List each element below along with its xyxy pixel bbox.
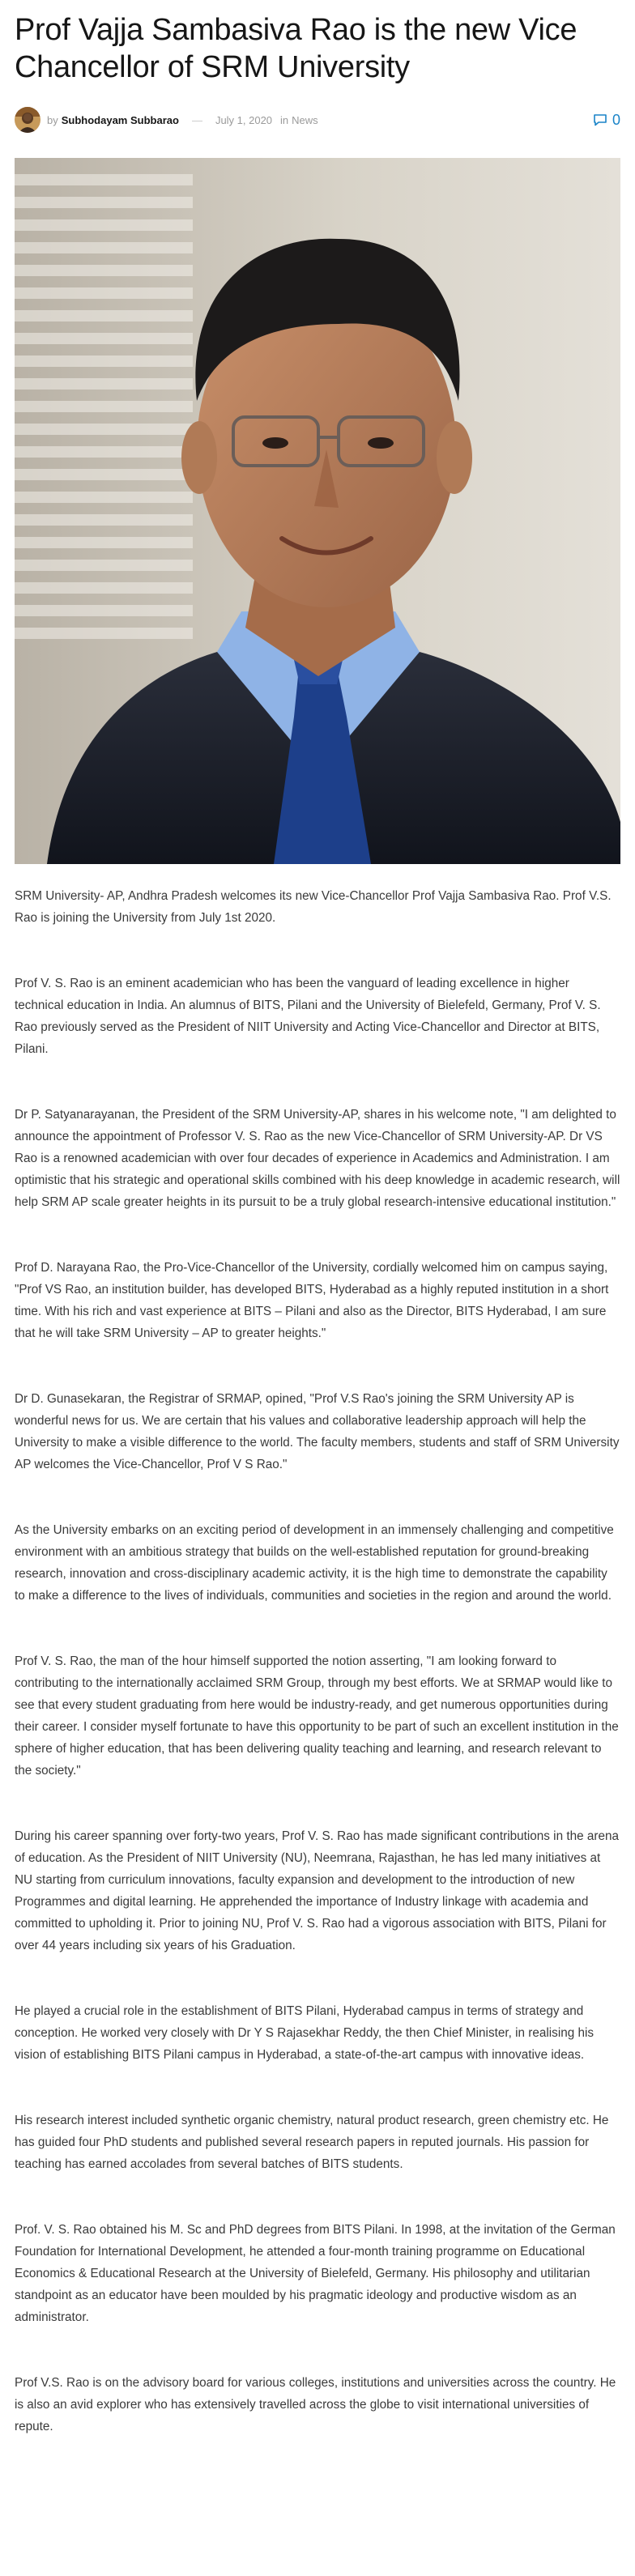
in-label: in xyxy=(280,113,289,126)
article-paragraph: Prof D. Narayana Rao, the Pro-Vice-Chancellor of the University, cordially welcomed him on campus saying, "Prof VS Rao, an institution builder, has developed BITS, Hyderabad as a highly reputed institution in a short time. With his rich and vast experience at BITS – Pilani and also as the Director, BITS Hyderabad, I am sure that he will take SRM University – AP to greater heights." xyxy=(15,1261,609,1340)
article-paragraph: His research interest included synthetic organic chemistry, natural product research, green chemistry etc. He has guided four PhD students and published several research papers in reputed journals. His passion for teaching has earned accolades from several batches of BITS students. xyxy=(15,2114,609,2171)
category-link[interactable]: News xyxy=(292,113,318,126)
author-link[interactable]: Subhodayam Subbarao xyxy=(61,113,179,126)
article-paragraph: As the University embarks on an exciting period of development in an immensely challenging and competitive environment with an ambitious strategy that builds on the well-established reputation for ground-breaking research, innovation and cross-disciplinary academic activity, it is the high time to demonstrate the capability to make a difference to the lives of individuals, communities and societies in the region and around the world. xyxy=(15,1523,614,1603)
comments-link[interactable] xyxy=(593,112,620,129)
comment-count: 0 xyxy=(612,111,620,128)
article-paragraph: Dr D. Gunasekaran, the Registrar of SRMAP, opined, "Prof V.S Rao's joining the SRM University AP is wonderful news for us. We are certain that his values and collaborative leadership approach will help the University to make a visible difference to the world. The faculty members, students and staff of SRM University AP welcomes the Vice-Chancellor, Prof V S Rao." xyxy=(15,1392,620,1471)
article-paragraph: Prof. V. S. Rao obtained his M. Sc and PhD degrees from BITS Pilani. In 1998, at the invitation of the German Foundation for International Development, he attended a four-month training programme on Educational Economics & Educational Research at the University of Bielefeld, Germany. His philosophy and utilitarian standpoint as an educator have been moulded by his pragmatic ideology and productive wisdom as an administrator. xyxy=(15,2223,616,2324)
article-body xyxy=(15,885,620,2481)
article-meta xyxy=(15,105,620,134)
article-title: Prof Vajja Sambasiva Rao is the new Vice Chancellor of SRM University xyxy=(15,13,577,84)
comment-bubble-icon xyxy=(593,113,607,126)
article-paragraph: SRM University- AP, Andhra Pradesh welcomes its new Vice-Chancellor Prof Vajja Sambasiva Rao. Prof V.S. Rao is joining the University from July 1st 2020. xyxy=(15,889,612,925)
meta-separator: — xyxy=(191,113,202,126)
author-avatar[interactable] xyxy=(15,107,40,133)
article-paragraph: Prof V.S. Rao is on the advisory board for various colleges, institutions and universities across the country. He is also an avid explorer who has extensively travelled across the globe to visit international universities of repute. xyxy=(15,2376,616,2433)
article-paragraph: Prof V. S. Rao, the man of the hour himself supported the notion asserting, "I am looking forward to contributing to the internationally acclaimed SRM Group, through my best efforts. We at SRMAP would like to see that every student graduating from here would be industry-ready, and get numerous opportunities during their career. I consider myself fortunate to have this opportunity to be part of such an excellent institution in the sphere of higher education, that has been delivering quality teaching and learning, and research relevant to the society." xyxy=(15,1654,619,1778)
article-paragraph: Prof V. S. Rao is an eminent academician who has been the vanguard of leading excellence in higher technical education in India. An alumnus of BITS, Pilani and the University of Bielefeld, Germany, Prof V. S. Rao previously served as the President of NIIT University and Acting Vice-Chancellor and Director at BITS, Pilani. xyxy=(15,977,601,1056)
article-paragraph: He played a crucial role in the establishment of BITS Pilani, Hyderabad campus in terms of strategy and conception. He worked very closely with Dr Y S Rajasekhar Reddy, the then Chief Minister, in realising his vision of establishing BITS Pilani campus in Hyderabad, a state-of-the-art campus with innovative ideas. xyxy=(15,2004,595,2062)
article-paragraph: Dr P. Satyanarayanan, the President of the SRM University-AP, shares in his welcome note, "I am delighted to announce the appointment of Professor V. S. Rao as the new Vice-Chancellor of SRM University-AP. Dr VS Rao is a renowned academician with over four decades of experience in Academics and Administration. I am optimistic that his strategic and operational skills combined with his deep knowledge in academic research, will help SRM AP scale greater heights in its pursuit to be a truly global research-intensive educational institution." xyxy=(15,1108,620,1209)
article-paragraph: During his career spanning over forty-two years, Prof V. S. Rao has made significant contributions in the arena of education. As the President of NIIT University (NU), Neemrana, Rajasthan, he has led many initiatives at NU starting from curriculum innovations, faculty expansion and development to the introduction of new Programmes and digital learning. He apprehended the importance of Industry linkage with academia and committed to upholding it. Prior to joining NU, Prof V. S. Rao had a vigorous association with BITS, Pilani for over 44 years including six years of his Graduation. xyxy=(15,1829,619,1952)
by-label: by xyxy=(47,113,58,126)
featured-image xyxy=(15,158,620,864)
post-date: July 1, 2020 xyxy=(215,113,273,126)
